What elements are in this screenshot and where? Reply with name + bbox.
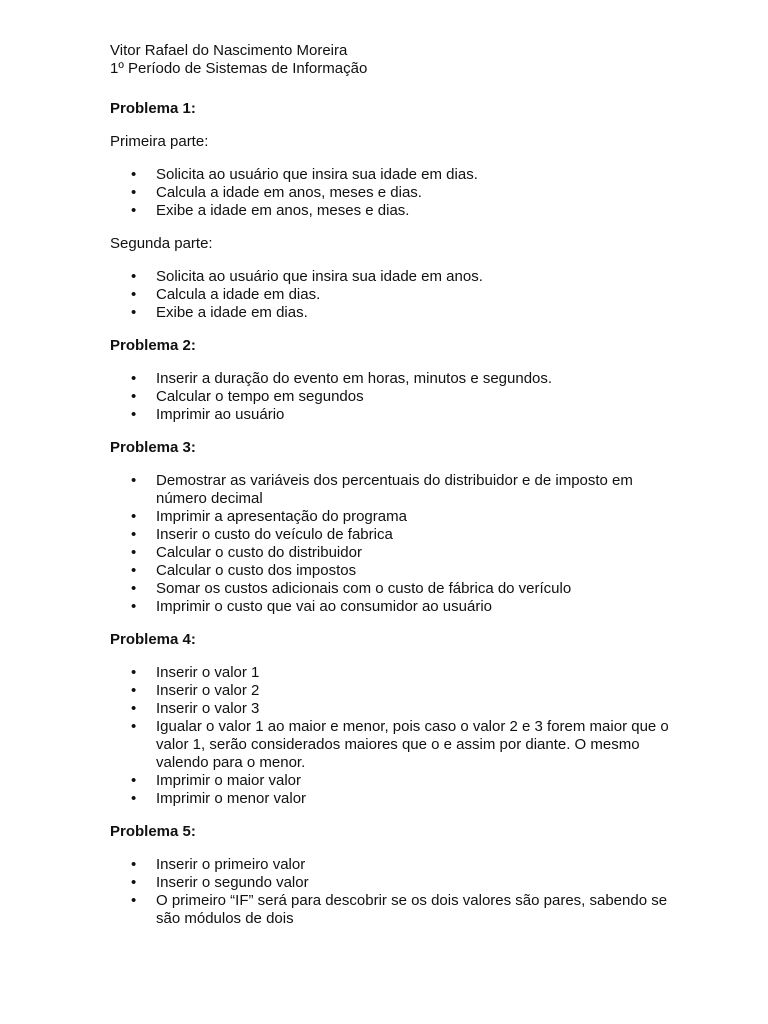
list-item: • Calcula a idade em dias. [131,286,321,303]
bullet-icon: • [131,202,137,219]
list-item: • Solicita ao usuário que insira sua idade em anos. [131,268,483,285]
problem-1-part1-list [110,166,670,220]
bullet-icon: • [131,268,137,285]
list-item: • Calcula a idade em anos, meses e dias. [131,184,422,201]
bullet-icon: • [131,304,137,321]
list-item: • Inserir o segundo valor [131,874,309,891]
course-line: 1º Período de Sistemas de Informação [110,60,368,77]
problem-1-title: Problema 1: [110,100,196,117]
bullet-icon: • [131,700,137,717]
list-item: • Imprimir o maior valor [131,772,302,789]
bullet-icon: • [131,544,137,561]
bullet-icon: • [131,406,137,423]
list-item: • Inserir o valor 3 [131,700,260,717]
problem-5-list [110,856,670,928]
list-item: • Imprimir o custo que vai ao consumidor ao usuário [131,598,492,615]
list-item: • Imprimir a apresentação do programa [131,508,407,525]
list-item: • O primeiro “IF” será para descobrir se os dois valores são pares, sabendo se são módulos de dois [131,892,668,927]
list-item: • Igualar o valor 1 ao maior e menor, pois caso o valor 2 e 3 forem maior que o valor 1, serão considerados maiores que o e assim por diante. O mesmo valendo para o menor. [131,718,669,771]
problem-2-list [110,370,670,424]
problem-3-list [110,472,670,616]
list-item: • Demostrar as variáveis dos percentuais do distribuidor e de imposto em número decimal [131,472,633,507]
list-item: • Solicita ao usuário que insira sua idade em dias. [131,166,478,183]
bullet-icon: • [131,580,137,597]
bullet-icon: • [131,184,137,201]
bullet-icon: • [131,892,137,909]
bullet-icon: • [131,562,137,579]
bullet-icon: • [131,790,137,807]
problem-2-section [110,337,670,424]
list-item: • Calcular o custo dos impostos [131,562,357,579]
list-item: • Exibe a idade em anos, meses e dias. [131,202,410,219]
bullet-icon: • [131,526,137,543]
bullet-icon: • [131,772,137,789]
problem-5-section [110,823,670,928]
problem-3-section [110,439,670,616]
list-item: • Inserir o valor 1 [131,664,260,681]
list-item: • Exibe a idade em dias. [131,304,308,321]
bullet-icon: • [131,718,137,735]
problem-5-title: Problema 5: [110,823,196,840]
author-name: Vitor Rafael do Nascimento Moreira [110,42,348,59]
problem-1-part1-label: Primeira parte: [110,133,209,150]
bullet-icon: • [131,682,137,699]
bullet-icon: • [131,286,137,303]
problem-3-title: Problema 3: [110,439,196,456]
list-item: • Inserir o valor 2 [131,682,260,699]
list-item: • Somar os custos adicionais com o custo de fábrica do verículo [131,580,572,597]
list-item: • Inserir o primeiro valor [131,856,306,873]
bullet-icon: • [131,370,137,387]
problem-1-section [110,100,670,322]
list-item: • Imprimir o menor valor [131,790,307,807]
list-item: • Calcular o custo do distribuidor [131,544,362,561]
list-item: • Inserir o custo do veículo de fabrica [131,526,393,543]
list-item: • Calcular o tempo em segundos [131,388,364,405]
problem-2-title: Problema 2: [110,337,196,354]
bullet-icon: • [131,664,137,681]
document-page [110,42,670,928]
bullet-icon: • [131,598,137,615]
list-item: • Imprimir ao usuário [131,406,285,423]
problem-1-part2-label: Segunda parte: [110,235,213,252]
problem-4-list [110,664,670,808]
bullet-icon: • [131,508,137,525]
problem-1-part2-list [110,268,670,322]
bullet-icon: • [131,166,137,183]
bullet-icon: • [131,472,137,489]
bullet-icon: • [131,388,137,405]
bullet-icon: • [131,856,137,873]
problem-4-title: Problema 4: [110,631,196,648]
bullet-icon: • [131,874,137,891]
list-item: • Inserir a duração do evento em horas, minutos e segundos. [131,370,553,387]
problem-4-section [110,631,670,808]
